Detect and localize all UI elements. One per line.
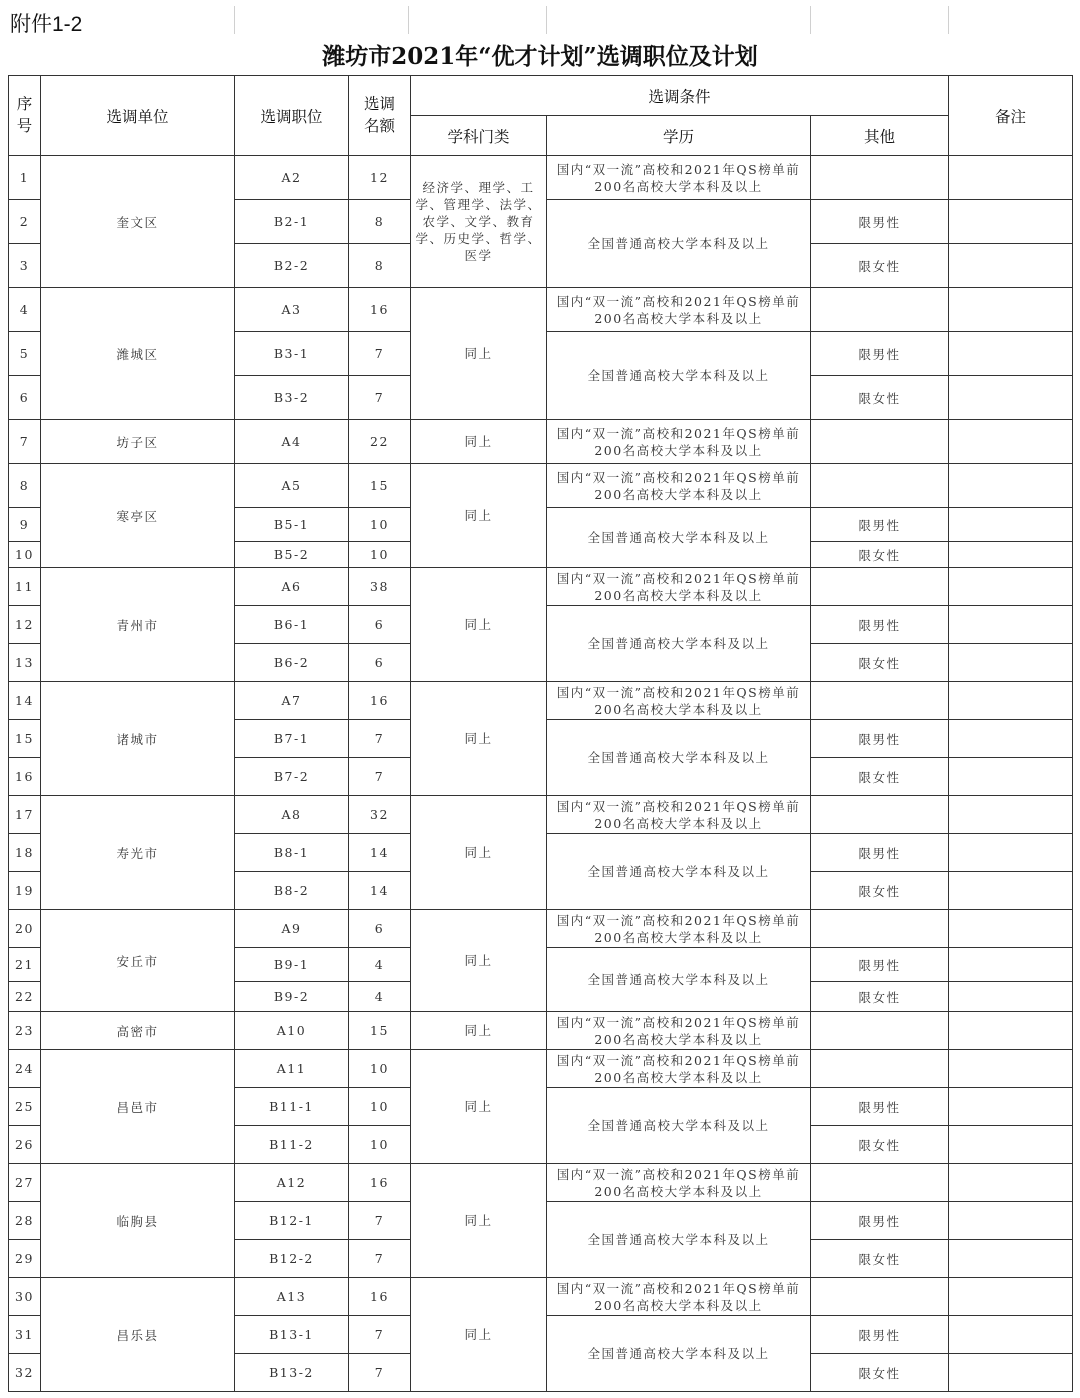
table-row <box>9 1050 1073 1088</box>
other-condition <box>811 568 949 606</box>
quota-count: 16 <box>349 1278 411 1316</box>
remark-cell <box>949 796 1073 834</box>
post-code: B11-2 <box>235 1126 349 1164</box>
subject-categories: 同上 <box>411 796 547 910</box>
remark-cell <box>949 542 1073 568</box>
post-code: B3-2 <box>235 376 349 420</box>
other-condition <box>811 796 949 834</box>
row-seq: 29 <box>9 1240 41 1278</box>
header-quota: 选调 名额 <box>349 76 411 156</box>
quota-count: 22 <box>349 420 411 464</box>
plan-table <box>8 75 1073 1392</box>
header-other: 其他 <box>811 116 949 156</box>
remark-cell <box>949 288 1073 332</box>
table-row <box>9 910 1073 948</box>
unit-name: 安丘市 <box>41 910 235 1012</box>
unit-name: 高密市 <box>41 1012 235 1050</box>
education-requirement: 全国普通高校大学本科及以上 <box>547 332 811 420</box>
row-seq: 23 <box>9 1012 41 1050</box>
other-condition <box>811 1012 949 1050</box>
quota-count: 38 <box>349 568 411 606</box>
post-code: A7 <box>235 682 349 720</box>
post-code: A5 <box>235 464 349 508</box>
remark-cell <box>949 1202 1073 1240</box>
header-unit: 选调单位 <box>41 76 235 156</box>
remark-cell <box>949 244 1073 288</box>
header-education: 学历 <box>547 116 811 156</box>
row-seq: 1 <box>9 156 41 200</box>
other-condition <box>811 420 949 464</box>
education-requirement: 全国普通高校大学本科及以上 <box>547 606 811 682</box>
other-condition: 限男性 <box>811 948 949 982</box>
education-requirement: 全国普通高校大学本科及以上 <box>547 1202 811 1278</box>
education-requirement: 全国普通高校大学本科及以上 <box>547 948 811 1012</box>
post-code: B2-2 <box>235 244 349 288</box>
other-condition: 限男性 <box>811 1088 949 1126</box>
remark-cell <box>949 1012 1073 1050</box>
remark-cell <box>949 1278 1073 1316</box>
remark-cell <box>949 948 1073 982</box>
row-seq: 7 <box>9 420 41 464</box>
post-code: A11 <box>235 1050 349 1088</box>
row-seq: 26 <box>9 1126 41 1164</box>
subject-categories: 同上 <box>411 1050 547 1164</box>
row-seq: 28 <box>9 1202 41 1240</box>
remark-cell <box>949 644 1073 682</box>
education-requirement: 全国普通高校大学本科及以上 <box>547 508 811 568</box>
quota-count: 7 <box>349 1202 411 1240</box>
document-title: 潍坊市2021年“优才计划”选调职位及计划 <box>322 43 758 70</box>
other-condition: 限男性 <box>811 1202 949 1240</box>
unit-name: 潍城区 <box>41 288 235 420</box>
post-code: A2 <box>235 156 349 200</box>
other-condition: 限男性 <box>811 606 949 644</box>
row-seq: 10 <box>9 542 41 568</box>
header-seq: 序 号 <box>9 76 41 156</box>
other-condition <box>811 1050 949 1088</box>
other-condition <box>811 682 949 720</box>
row-seq: 12 <box>9 606 41 644</box>
education-requirement: 国内“双一流”高校和2021年QS榜单前200名高校大学本科及以上 <box>547 288 811 332</box>
remark-cell <box>949 1050 1073 1088</box>
row-seq: 16 <box>9 758 41 796</box>
subject-categories: 同上 <box>411 682 547 796</box>
remark-cell <box>949 376 1073 420</box>
remark-cell <box>949 1164 1073 1202</box>
row-seq: 5 <box>9 332 41 376</box>
quota-count: 32 <box>349 796 411 834</box>
header-conditions: 选调条件 <box>411 76 949 116</box>
post-code: B7-1 <box>235 720 349 758</box>
row-seq: 6 <box>9 376 41 420</box>
plan-table-body <box>9 156 1073 1392</box>
table-row <box>9 288 1073 332</box>
table-row <box>9 420 1073 464</box>
post-code: B5-2 <box>235 542 349 568</box>
education-requirement: 国内“双一流”高校和2021年QS榜单前200名高校大学本科及以上 <box>547 156 811 200</box>
table-row <box>9 1164 1073 1202</box>
remark-cell <box>949 910 1073 948</box>
row-seq: 32 <box>9 1354 41 1392</box>
row-seq: 31 <box>9 1316 41 1354</box>
quota-count: 16 <box>349 288 411 332</box>
row-seq: 15 <box>9 720 41 758</box>
subject-categories: 同上 <box>411 420 547 464</box>
quota-count: 7 <box>349 720 411 758</box>
remark-cell <box>949 1316 1073 1354</box>
subject-categories: 同上 <box>411 464 547 568</box>
other-condition: 限女性 <box>811 1240 949 1278</box>
quota-count: 4 <box>349 982 411 1012</box>
education-requirement: 国内“双一流”高校和2021年QS榜单前200名高校大学本科及以上 <box>547 910 811 948</box>
quota-count: 8 <box>349 244 411 288</box>
remark-cell <box>949 982 1073 1012</box>
post-code: B13-2 <box>235 1354 349 1392</box>
post-code: A9 <box>235 910 349 948</box>
unit-name: 青州市 <box>41 568 235 682</box>
other-condition: 限女性 <box>811 1354 949 1392</box>
education-requirement: 国内“双一流”高校和2021年QS榜单前200名高校大学本科及以上 <box>547 1164 811 1202</box>
other-condition: 限男性 <box>811 508 949 542</box>
attachment-label: 附件1-2 <box>10 13 83 36</box>
remark-cell <box>949 508 1073 542</box>
post-code: B2-1 <box>235 200 349 244</box>
quota-count: 12 <box>349 156 411 200</box>
post-code: B8-1 <box>235 834 349 872</box>
other-condition: 限男性 <box>811 200 949 244</box>
quota-count: 7 <box>349 1316 411 1354</box>
other-condition <box>811 1278 949 1316</box>
subject-categories: 同上 <box>411 1012 547 1050</box>
row-seq: 3 <box>9 244 41 288</box>
other-condition: 限女性 <box>811 1126 949 1164</box>
unit-name: 昌乐县 <box>41 1278 235 1392</box>
post-code: B8-2 <box>235 872 349 910</box>
education-requirement: 全国普通高校大学本科及以上 <box>547 834 811 910</box>
education-requirement: 全国普通高校大学本科及以上 <box>547 1316 811 1392</box>
row-seq: 18 <box>9 834 41 872</box>
remark-cell <box>949 568 1073 606</box>
education-requirement: 国内“双一流”高校和2021年QS榜单前200名高校大学本科及以上 <box>547 1278 811 1316</box>
other-condition: 限女性 <box>811 982 949 1012</box>
quota-count: 16 <box>349 682 411 720</box>
table-row <box>9 682 1073 720</box>
unit-name: 诸城市 <box>41 682 235 796</box>
subject-categories: 同上 <box>411 568 547 682</box>
post-code: B9-1 <box>235 948 349 982</box>
education-requirement: 国内“双一流”高校和2021年QS榜单前200名高校大学本科及以上 <box>547 1050 811 1088</box>
row-seq: 30 <box>9 1278 41 1316</box>
row-seq: 21 <box>9 948 41 982</box>
quota-count: 16 <box>349 1164 411 1202</box>
remark-cell <box>949 1354 1073 1392</box>
row-seq: 27 <box>9 1164 41 1202</box>
post-code: B5-1 <box>235 508 349 542</box>
table-row <box>9 1278 1073 1316</box>
quota-count: 8 <box>349 200 411 244</box>
table-row <box>9 796 1073 834</box>
post-code: A4 <box>235 420 349 464</box>
other-condition: 限女性 <box>811 376 949 420</box>
post-code: B11-1 <box>235 1088 349 1126</box>
unit-name: 奎文区 <box>41 156 235 288</box>
remark-cell <box>949 682 1073 720</box>
education-requirement: 国内“双一流”高校和2021年QS榜单前200名高校大学本科及以上 <box>547 682 811 720</box>
unit-name: 寒亭区 <box>41 464 235 568</box>
remark-cell <box>949 606 1073 644</box>
quota-count: 10 <box>349 1088 411 1126</box>
quota-count: 10 <box>349 508 411 542</box>
other-condition <box>811 288 949 332</box>
other-condition <box>811 464 949 508</box>
education-requirement: 全国普通高校大学本科及以上 <box>547 1088 811 1164</box>
quota-count: 7 <box>349 376 411 420</box>
other-condition <box>811 1164 949 1202</box>
remark-cell <box>949 1240 1073 1278</box>
subject-categories: 同上 <box>411 288 547 420</box>
other-condition: 限男性 <box>811 834 949 872</box>
education-requirement: 国内“双一流”高校和2021年QS榜单前200名高校大学本科及以上 <box>547 568 811 606</box>
sheet-top-gridlines <box>8 6 1072 34</box>
table-row <box>9 464 1073 508</box>
other-condition: 限女性 <box>811 542 949 568</box>
remark-cell <box>949 332 1073 376</box>
post-code: B6-2 <box>235 644 349 682</box>
quota-count: 15 <box>349 464 411 508</box>
education-requirement: 国内“双一流”高校和2021年QS榜单前200名高校大学本科及以上 <box>547 796 811 834</box>
remark-cell <box>949 1126 1073 1164</box>
table-row <box>9 156 1073 200</box>
other-condition <box>811 156 949 200</box>
subject-categories: 同上 <box>411 910 547 1012</box>
header-post: 选调职位 <box>235 76 349 156</box>
subject-categories: 经济学、理学、工学、管理学、法学、农学、文学、教育学、历史学、哲学、医学 <box>411 156 547 288</box>
other-condition: 限男性 <box>811 332 949 376</box>
quota-count: 6 <box>349 910 411 948</box>
row-seq: 17 <box>9 796 41 834</box>
education-requirement: 国内“双一流”高校和2021年QS榜单前200名高校大学本科及以上 <box>547 420 811 464</box>
remark-cell <box>949 1088 1073 1126</box>
other-condition: 限女性 <box>811 644 949 682</box>
quota-count: 10 <box>349 542 411 568</box>
row-seq: 8 <box>9 464 41 508</box>
row-seq: 9 <box>9 508 41 542</box>
row-seq: 2 <box>9 200 41 244</box>
table-row <box>9 568 1073 606</box>
post-code: A8 <box>235 796 349 834</box>
quota-count: 6 <box>349 644 411 682</box>
post-code: B6-1 <box>235 606 349 644</box>
other-condition <box>811 910 949 948</box>
quota-count: 10 <box>349 1050 411 1088</box>
post-code: B13-1 <box>235 1316 349 1354</box>
unit-name: 寿光市 <box>41 796 235 910</box>
subject-categories: 同上 <box>411 1278 547 1392</box>
remark-cell <box>949 200 1073 244</box>
header-subject: 学科门类 <box>411 116 547 156</box>
row-seq: 11 <box>9 568 41 606</box>
post-code: A6 <box>235 568 349 606</box>
subject-categories: 同上 <box>411 1164 547 1278</box>
education-requirement: 全国普通高校大学本科及以上 <box>547 200 811 288</box>
quota-count: 7 <box>349 332 411 376</box>
quota-count: 10 <box>349 1126 411 1164</box>
education-requirement: 国内“双一流”高校和2021年QS榜单前200名高校大学本科及以上 <box>547 1012 811 1050</box>
quota-count: 15 <box>349 1012 411 1050</box>
unit-name: 昌邑市 <box>41 1050 235 1164</box>
row-seq: 14 <box>9 682 41 720</box>
other-condition: 限男性 <box>811 720 949 758</box>
post-code: A13 <box>235 1278 349 1316</box>
quota-count: 7 <box>349 758 411 796</box>
post-code: B12-2 <box>235 1240 349 1278</box>
other-condition: 限男性 <box>811 1316 949 1354</box>
quota-count: 6 <box>349 606 411 644</box>
post-code: A12 <box>235 1164 349 1202</box>
remark-cell <box>949 834 1073 872</box>
quota-count: 4 <box>349 948 411 982</box>
post-code: B12-1 <box>235 1202 349 1240</box>
education-requirement: 全国普通高校大学本科及以上 <box>547 720 811 796</box>
row-seq: 22 <box>9 982 41 1012</box>
quota-count: 14 <box>349 872 411 910</box>
row-seq: 13 <box>9 644 41 682</box>
unit-name: 临朐县 <box>41 1164 235 1278</box>
remark-cell <box>949 758 1073 796</box>
post-code: A3 <box>235 288 349 332</box>
header-remark: 备注 <box>949 76 1073 156</box>
unit-name: 坊子区 <box>41 420 235 464</box>
row-seq: 4 <box>9 288 41 332</box>
table-row <box>9 1012 1073 1050</box>
remark-cell <box>949 872 1073 910</box>
quota-count: 7 <box>349 1354 411 1392</box>
quota-count: 14 <box>349 834 411 872</box>
row-seq: 19 <box>9 872 41 910</box>
post-code: B3-1 <box>235 332 349 376</box>
education-requirement: 国内“双一流”高校和2021年QS榜单前200名高校大学本科及以上 <box>547 464 811 508</box>
other-condition: 限女性 <box>811 872 949 910</box>
row-seq: 20 <box>9 910 41 948</box>
post-code: B9-2 <box>235 982 349 1012</box>
other-condition: 限女性 <box>811 244 949 288</box>
remark-cell <box>949 464 1073 508</box>
post-code: A10 <box>235 1012 349 1050</box>
remark-cell <box>949 720 1073 758</box>
remark-cell <box>949 420 1073 464</box>
quota-count: 7 <box>349 1240 411 1278</box>
row-seq: 25 <box>9 1088 41 1126</box>
remark-cell <box>949 156 1073 200</box>
post-code: B7-2 <box>235 758 349 796</box>
row-seq: 24 <box>9 1050 41 1088</box>
other-condition: 限女性 <box>811 758 949 796</box>
